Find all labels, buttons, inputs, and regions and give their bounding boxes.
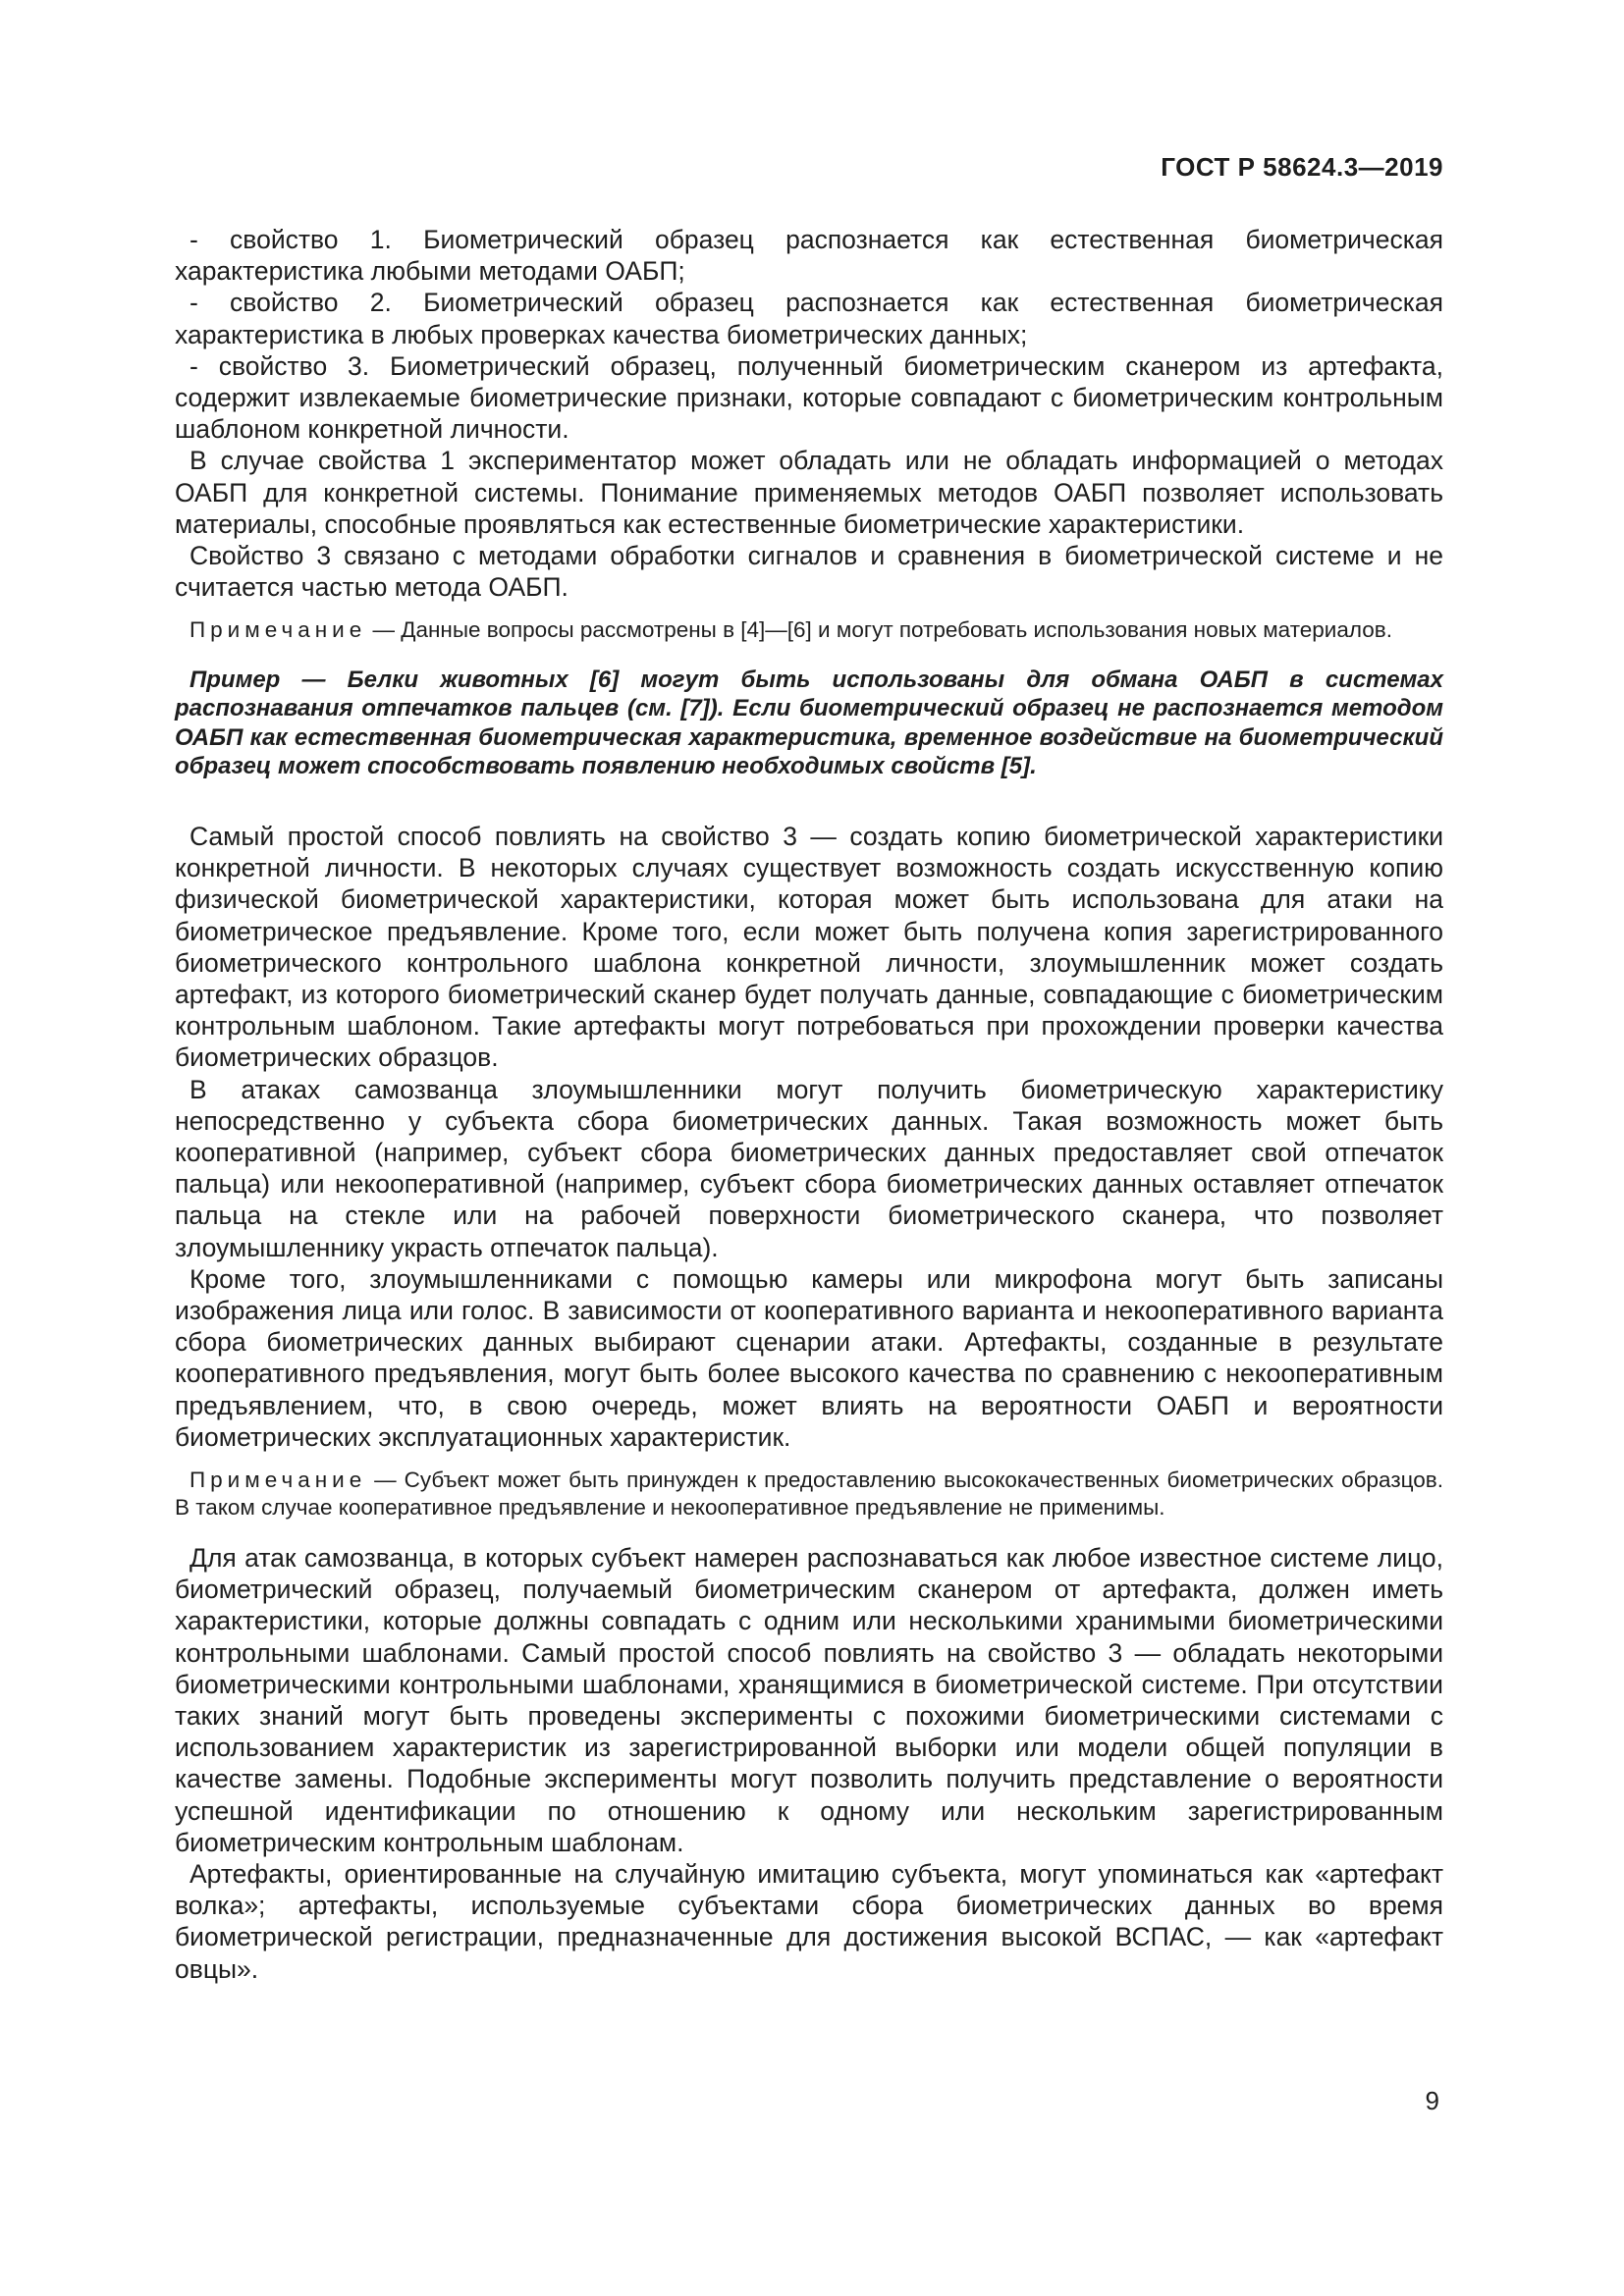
paragraph-known-person-attacks: Для атак самозванца, в которых субъект намерен распознаваться как любое известное системе лицо, биометрический образец, получаемый биометрическим сканером от артефакта, должен иметь характеристики, которые должны совпадать с одним или несколькими хранимыми биометрическими контрольными шаблонами. Самый простой способ повлиять на свойство 3 — обладать некоторыми биометрическими контрольными шаблонами, хранящимися в биометрической системе. При отсутствии таких знаний могут быть проведены эксперименты с похожими биометрическими системами с использованием характеристик из зарегистрированной выборки или модели общей популяции в качестве замены. Подобные эксперименты могут позволить получить представление о вероятности успешной идентификации по отношению к одному или нескольким зарегистрированным биометрическим контрольным шаблонам. (175, 1543, 1443, 1857)
paragraph-impostor-attacks: В атаках самозванца злоумышленники могут получить биометрическую характеристику непосредственно у субъекта сбора биометрических данных. Такая возможность может быть кооперативной (например, субъект сбора биометрических данных предоставляет свой отпечаток пальца) или некооперативной (например, субъект сбора биометрических данных оставляет отпечаток пальца на стекле или на рабочей поверхности биометрического сканера, что позволяет злоумышленнику украсть отпечаток пальца). (175, 1074, 1443, 1262)
paragraph-wolf-sheep-artefacts: Артефакты, ориентированные на случайную имитацию субъекта, могут упоминаться как «артефакт волка»; артефакты, используемые субъектами сбора биометрических данных во время биометрической регистрации, предназначенные для достижения высокой ВСПАС, — как «артефакт овцы». (175, 1859, 1443, 1984)
note-1-text: — Данные вопросы рассмотрены в [4]—[6] и могут потребовать использования новых материалов. (366, 617, 1392, 643)
note-1-label: Примечание (189, 617, 367, 643)
list-item-property-3: - свойство 3. Биометрический образец, полученный биометрическим сканером из артефакта, содержит извлекаемые биометрические признаки, которые совпадают с биометрическим контрольным шаблоном конкретной личности. (175, 350, 1443, 445)
list-item-property-1: - свойство 1. Биометрический образец распознается как естественная биометрическая характеристика любыми методами ОАБП; (175, 225, 1443, 287)
note-2-label: Примечание (189, 1468, 367, 1492)
list-item-property-2: - свойство 2. Биометрический образец распознается как естественная биометрическая характеристика в любых проверках качества биометрических данных; (175, 288, 1443, 349)
example-block: Пример — Белки животных [6] могут быть использованы для обмана ОАБП в системах распознавания отпечатков пальцев (см. [7]). Если биометрический образец не распознается методом ОАБП как естественная биометрическая характеристика, временное воздействие на биометрический образец может способствовать появлению необходимых свойств [5]. (175, 666, 1443, 780)
note-2 (175, 1467, 1443, 1521)
page-body (175, 224, 1443, 1985)
paragraph-property-3: Свойство 3 связано с методами обработки сигналов и сравнения в биометрической системе и не считается частью метода ОАБП. (175, 541, 1443, 603)
paragraph-camera-microphone: Кроме того, злоумышленниками с помощью камеры или микрофона могут быть записаны изображения лица или голос. В зависимости от кооперативного варианта и некооперативного варианта сбора биометрических данных выбирают сценарии атаки. Артефакты, созданные в результате кооперативного предъявления, могут быть более высокого качества по сравнению с некооперативным предъявлением, что, в свою очередь, может влиять на вероятности ОАБП и вероятности биометрических эксплуатационных характеристик. (175, 1263, 1443, 1452)
paragraph-copy-characteristic: Самый простой способ повлиять на свойство 3 — создать копию биометрической характеристики конкретной личности. В некоторых случаях существует возможность создать искусственную копию физической биометрической характеристики, которая может быть использована для атаки на биометрическое предъявление. Кроме того, если может быть получена копия зарегистрированного биометрического контрольного шаблона конкретной личности, злоумышленник может создать артефакт, из которого биометрический сканер будет получать данные, совпадающие с биометрическим контрольным шаблоном. Такие артефакты могут потребоваться при прохождении проверки качества биометрических образцов. (175, 821, 1443, 1073)
paragraph-property-1: В случае свойства 1 экспериментатор может обладать или не обладать информацией о методах ОАБП для конкретной системы. Понимание применяемых методов ОАБП позволяет использовать материалы, способные проявляться как естественные биометрические характеристики. (175, 446, 1443, 539)
note-1 (175, 616, 1443, 644)
page-number: 9 (1425, 2086, 1439, 2115)
document-code-header: ГОСТ Р 58624.3—2019 (1161, 152, 1443, 182)
note-2-text: — Субъект может быть принужден к предоставлению высококачественных биометрических образцов. В таком случае кооперативное предъявление и некооперативное предъявление не применимы. (175, 1468, 1443, 1520)
